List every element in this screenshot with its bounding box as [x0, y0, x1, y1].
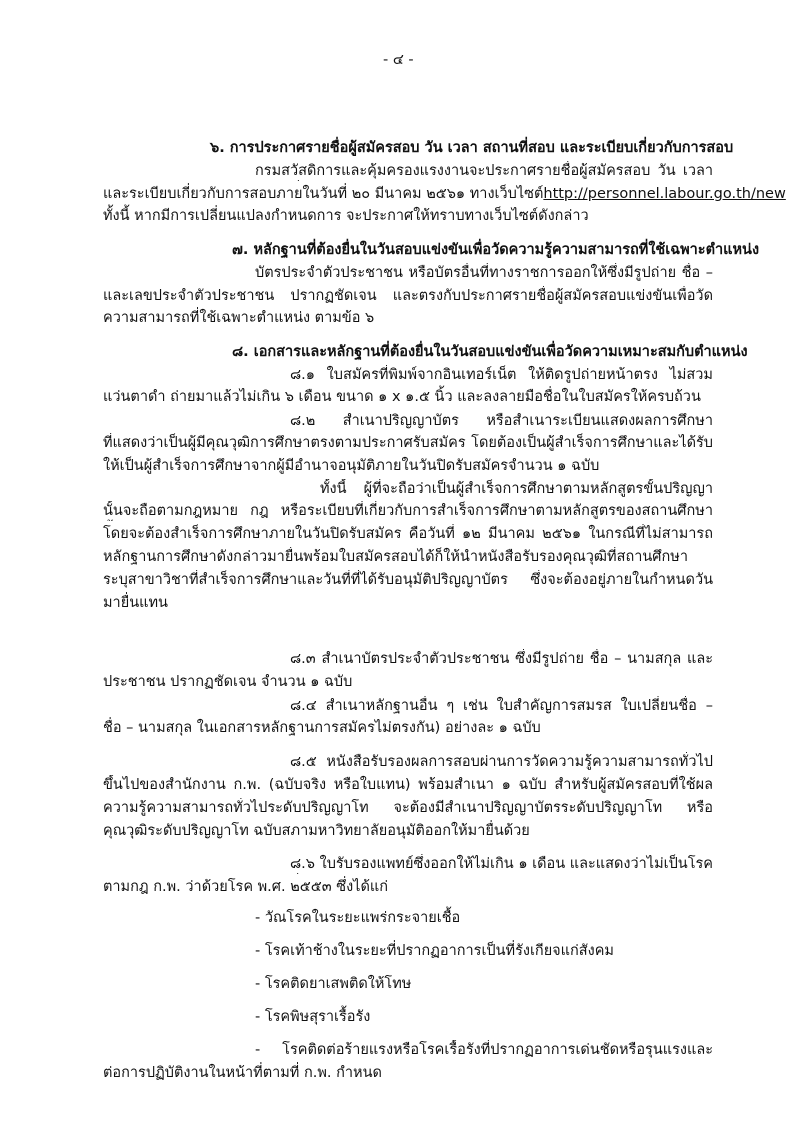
paragraph-text: และระเบียบเกี่ยวกับการสอบภายในวันที่ ๒๐ มีนาคม ๒๕๖๑ ทางเว็บไซต์	[103, 186, 544, 202]
item-8-2: ๘.๒ สำเนาปริญญาบัตร หรือสำเนาระเบียนแสดงผลการศึกษา	[290, 413, 713, 429]
paragraph-line: ทั้งนี้ ผู้ที่จะถือว่าเป็นผู้สำเร็จการศึกษาตามหลักสูตรขั้นปริญญา	[320, 481, 713, 497]
paragraph-line: โดยจะต้องสำเร็จการศึกษาภายในวันปิดรับสมัคร คือวันที่ ๑๒ มีนาคม ๒๕๖๑ ในกรณีที่ไม่สามารถ	[103, 526, 713, 542]
paragraph-line: ขึ้นไปของสำนักงาน ก.พ. (ฉบับจริง หรือใบแทน) พร้อมสำเนา ๑ ฉบับ สำหรับผู้สมัครสอบที่ใช้ผล	[103, 777, 713, 793]
paragraph-line: แว่นตาดำ ถ่ายมาแล้วไม่เกิน ๖ เดือน ขนาด ๑ x ๑.๕ นิ้ว และลงลายมือชื่อในใบสมัครให้ครบถ้วน	[103, 389, 701, 405]
website-link[interactable]: http://personnel.labour.go.th/new	[543, 186, 786, 202]
disease-list-item: - โรคเท้าช้างในระยะที่ปรากฏอาการเป็นที่รังเกียจแก่สังคม	[255, 943, 614, 959]
paragraph-line: ประชาชน ปรากฏชัดเจน จำนวน ๑ ฉบับ	[103, 674, 353, 690]
disease-list-item: - วัณโรคในระยะแพร่กระจายเชื้อ	[255, 910, 461, 926]
section-8-heading: ๘. เอกสารและหลักฐานที่ต้องยื่นในวันสอบแข่งขันเพื่อวัดความเหมาะสมกับตำแหน่ง	[232, 344, 748, 360]
item-8-4: ๘.๔ สำเนาหลักฐานอื่น ๆ เช่น ใบสำคัญการสมรส ใบเปลี่ยนชื่อ –	[290, 698, 713, 714]
paragraph-line: ต่อการปฏิบัติงานในหน้าที่ตามที่ ก.พ. กำหนด	[103, 1065, 382, 1081]
section-7-heading: ๗. หลักฐานที่ต้องยื่นในวันสอบแข่งขันเพื่อวัดความรู้ความสามารถที่ใช้เฉพาะตำแหน่ง	[232, 242, 760, 258]
paragraph-line: ทั้งนี้ หากมีการเปลี่ยนแปลงกำหนดการ จะประกาศให้ทราบทางเว็บไซต์ดังกล่าว	[103, 208, 589, 224]
paragraph-line: ให้เป็นผู้สำเร็จการศึกษาจากผู้มีอำนาจอนุมัติภายในวันปิดรับสมัครจำนวน ๑ ฉบับ	[103, 458, 600, 474]
paragraph-line: ตามกฎ ก.พ. ว่าด้วยโรค พ.ศ. ๒๕๕๓ ซึ่งได้แก่	[103, 879, 389, 895]
item-8-5: ๘.๕ หนังสือรับรองผลการสอบผ่านการวัดความรู้ความสามารถทั่วไป	[290, 754, 713, 770]
item-8-1: ๘.๑ ใบสมัครที่พิมพ์จากอินเทอร์เน็ต ให้ติดรูปถ่ายหน้าตรง ไม่สวม	[290, 367, 713, 383]
paragraph-line: หลักฐานการศึกษาดังกล่าวมายื่นพร้อมใบสมัครสอบได้ก็ให้นำหนังสือรับรองคุณวุฒิที่สถานศึกษา	[103, 549, 688, 565]
paragraph-line: นั้นจะถือตามกฎหมาย กฎ หรือระเบียบที่เกี่ยวกับการสำเร็จการศึกษาตามหลักสูตรของสถานศึกษา	[103, 503, 713, 519]
disease-list-item: - โรคพิษสุราเรื้อรัง	[255, 1009, 371, 1025]
page-number: - ๔ -	[383, 52, 414, 68]
paragraph-line: บัตรประจำตัวประชาชน หรือบัตรอื่นที่ทางราชการออกให้ซึ่งมีรูปถ่าย ชื่อ –	[255, 265, 713, 281]
paragraph-line: มายื่นแทน	[103, 595, 168, 611]
paragraph-line: กรมสวัสดิการและคุ้มครองแรงงานจะประกาศรายชื่อผู้สมัครสอบ วัน เวลา	[255, 163, 713, 179]
paragraph-line: ระบุสาขาวิชาที่สำเร็จการศึกษาและวันที่ที่ได้รับอนุมัติปริญญาบัตร ซึ่งจะต้องอยู่ภายในกำหนดวัน	[103, 572, 713, 588]
paragraph-line: คุณวุฒิระดับปริญญาโท ฉบับสภามหาวิทยาลัยอนุมัติออกให้มายื่นด้วย	[103, 823, 530, 839]
disease-list-item: - โรคติดยาเสพติดให้โทษ	[255, 976, 412, 992]
item-8-6: ๘.๖ ใบรับรองแพทย์ซึ่งออกให้ไม่เกิน ๑ เดือน และแสดงว่าไม่เป็นโรค	[290, 856, 713, 872]
item-8-3: ๘.๓ สำเนาบัตรประจำตัวประชาชน ซึ่งมีรูปถ่าย ชื่อ – นามสกุล และ	[290, 651, 713, 667]
paragraph-line: ความรู้ความสามารถทั่วไประดับปริญญาโท จะต้องมีสำเนาปริญญาบัตรระดับปริญญาโท หรือ	[103, 800, 713, 816]
paragraph-line	[103, 184, 786, 204]
paragraph-line: และเลขประจำตัวประชาชน ปรากฏชัดเจน และตรงกับประกาศรายชื่อผู้สมัครสอบแข่งขันเพื่อวัด	[103, 288, 713, 304]
paragraph-line: ชื่อ – นามสกุล ในเอกสารหลักฐานการสมัครไม่ตรงกัน) อย่างละ ๑ ฉบับ	[103, 720, 541, 736]
disease-list-item: - โรคติดต่อร้ายแรงหรือโรคเรื้อรังที่ปรากฏอาการเด่นชัดหรือรุนแรงและ	[255, 1042, 713, 1058]
paragraph-line: ที่แสดงว่าเป็นผู้มีคุณวุฒิการศึกษาตรงตามประกาศรับสมัคร โดยต้องเป็นผู้สำเร็จการศึกษาและได้รับ	[103, 435, 713, 451]
paragraph-line: ความสามารถที่ใช้เฉพาะตำแหน่ง ตามข้อ ๖	[103, 310, 375, 326]
section-6-heading: ๖. การประกาศรายชื่อผู้สมัครสอบ วัน เวลา สถานที่สอบ และระเบียบเกี่ยวกับการสอบ	[210, 140, 734, 156]
